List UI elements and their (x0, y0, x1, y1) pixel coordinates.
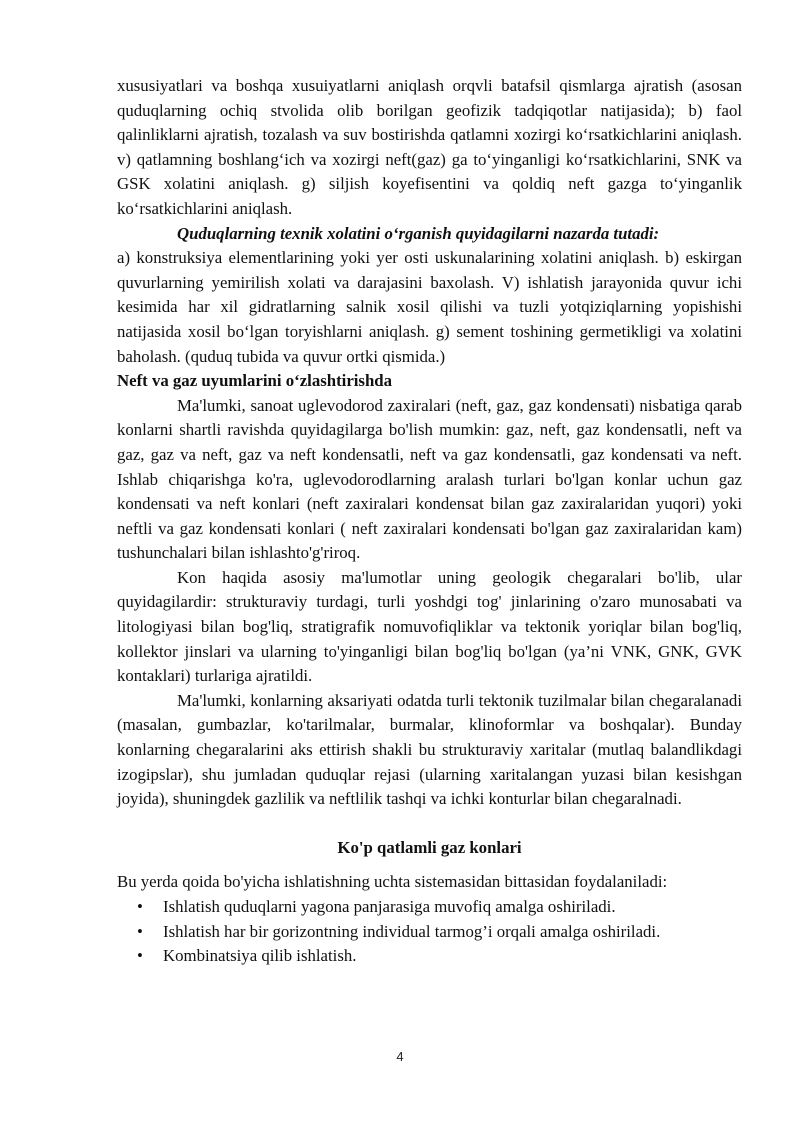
paragraph-tectonic-structures: Ma'lumki, konlarning aksariyati odatda turli tektonik tuzilmalar bilan chegaralanadi (masalan, gumbazlar, ko'tarilmalar, burmalar, klinoformlar va boshqalar). Bunday konlarning chegaralarini aks ettirish shakli bu strukturaviy xaritalar (mutlaq balandlikdagi izogipslar), shu jumladan quduqlar rejasi (ularning xaritalangan yuzasi bilan kesishgan joyida), shuningdek gazlilik va neftlilik tashqi va ichki konturlar bilan chegaralnadi. (117, 690, 742, 809)
paragraph-deposit-classification: Ma'lumki, sanoat uglevodorod zaxiralari (neft, gaz, gaz kondensati) nisbatiga qarab konlarni shartli ravishda quyidagilarga bo'lish mumkin: gaz, neft, gaz kondensatli, neft va gaz, gaz va neft, gaz va neft kondensatli, neft va gaz kondensatli, gaz kondensati va neft. Ishlab chiqarishga ko'ra, uglevodorodlarning aralash turlari bo'lgan konlar uchun gaz kondensati va neft konlari (neft zaxiralari kondensat bilan gaz zaxiralaridan yuqori) yoki neftli va gaz kondensati konlari ( neft zaxiralari kondensati bo'lgan gaz zaxiralaridan kam) tushunchalari bilan ishlashto'g'riroq. (117, 395, 742, 563)
bullet-icon: • (137, 921, 143, 941)
bullet-icon: • (137, 946, 143, 966)
section-title-multilayer-gas-fields: Ko'p qatlamli gaz konlari (337, 837, 522, 857)
paragraph-technical-condition: a) konstruksiya elementlarining yoki yer osti uskunalarining xolatini aniqlash. b) eskirgan quvurlarning yemirilish xolati va darajasini baxolash. V) ishlatish jarayonida quvur ichi kesimida har xil gidratlarning salnik xosil qilishi va tuzli yotqiziqlarning yopishishi natijasida xosil bo‘lgan toryishlarni aniqlash. g) sement toshining germetikligi va xolatini baholash. (quduq tubida va quvur ortki qismida.) (117, 248, 742, 366)
paragraph-geological-boundaries: Kon haqida asosiy ma'lumotlar uning geologik chegaralari bo'lib, ular quyidagilardir: strukturaviy turdagi, turli yoshdgi tog' jinlarining o'zaro munosabati va litologiyasi bilan bog'liq, stratigrafik nomuvofiqliklar va tektonik yoriqlar bilan bog'liq, kollektor jinslari va ularning to'yinganligi bilan bog'liq bo'lgan (ya’ni VNK, GNK, GVK kontaklari) turlariga ajratildi. (117, 567, 742, 686)
list-item (117, 895, 742, 920)
bullet-list (117, 895, 742, 969)
subheading-technical-condition: Quduqlarning texnik xolatini o‘rganish quyidagilarni nazarda tutadi: (177, 223, 660, 243)
subheading-deposit-development: Neft va gaz uyumlarini o‘zlashtirishda (117, 371, 393, 391)
paragraph-exploitation-systems: Bu yerda qoida bo'yicha ishlatishning uchta sistemasidan bittasidan foydalaniladi: (117, 872, 668, 892)
bullet-icon: • (137, 897, 143, 916)
list-item-text: Ishlatish har bir gorizontning individual tarmog’i orqali amalga oshiriladi. (163, 921, 661, 941)
list-item-text: Kombinatsiya qilib ishlatish. (163, 946, 357, 966)
list-item-text: Ishlatish quduqlarni yagona panjarasiga muvofiq amalga oshiriladi. (163, 897, 616, 916)
list-item (117, 944, 742, 969)
paragraph-intro: xususiyatlari va boshqa xusuiyatlarni aniqlash orqvli batafsil qismlarga ajratish (asosan quduqlarning ochiq stvolida olib borilgan geofizik tadqiqotlar natijasida); b) faol qalinliklarni ajratish, tozalash va suv bostirishda qatlamni xozirgi ko‘rsatkichlarini aniqlash. v) qatlamning boshlang‘ich va xozirgi neft(gaz) ga to‘yinganligi ko‘rsatkichlarini, SNK va GSK xolatini aniqlash. g) siljish koyefisentini va qoldiq neft gazga to‘yinganlik ko‘rsatkichlarini aniqlash. (117, 76, 742, 218)
page-content (117, 74, 742, 969)
page-number: 4 (396, 1049, 404, 1064)
list-item (117, 920, 742, 945)
